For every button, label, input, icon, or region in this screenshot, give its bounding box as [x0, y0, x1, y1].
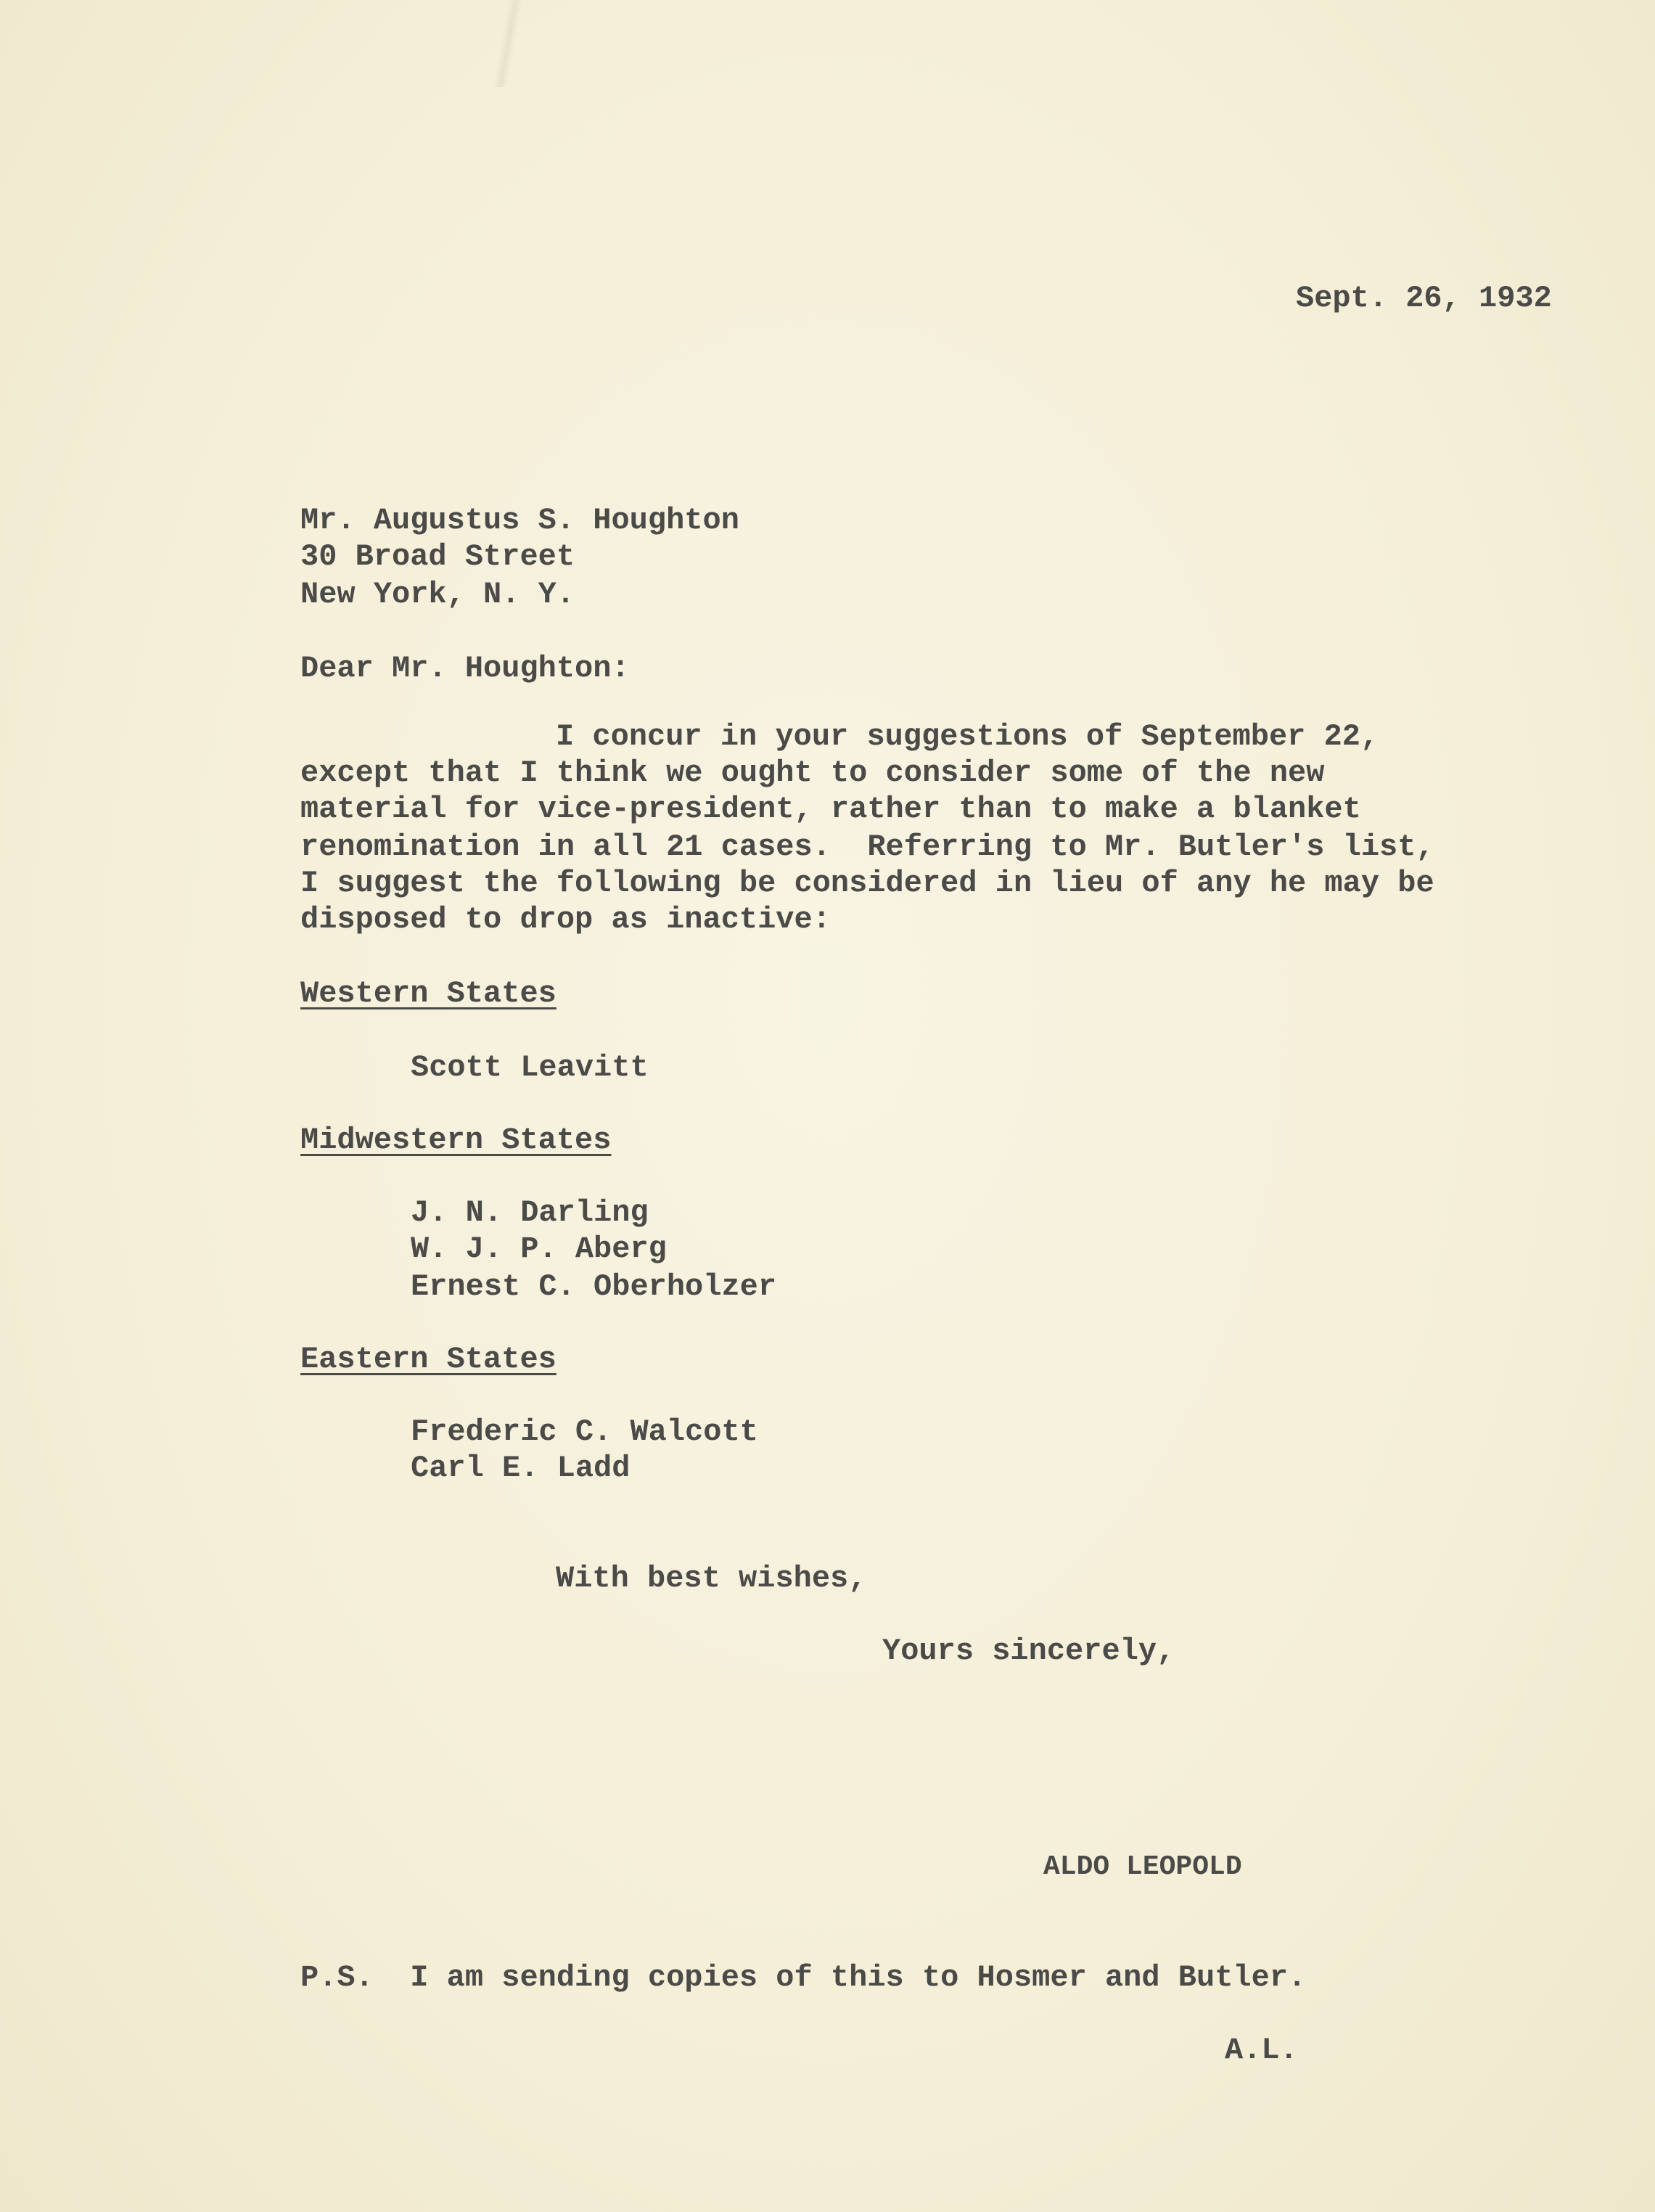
nominee-name: W. J. P. Aberg — [411, 1232, 667, 1266]
nominee-name: Scott Leavitt — [411, 1050, 649, 1085]
body-line: I suggest the following be considered in lieu of any he may be — [300, 866, 1434, 901]
section-heading-eastern: Eastern States — [300, 1342, 557, 1377]
recipient-city: New York, N. Y. — [300, 577, 575, 612]
recipient-name: Mr. Augustus S. Houghton — [300, 503, 739, 538]
body-line: disposed to drop as inactive: — [300, 902, 831, 937]
paper-crease — [479, 0, 537, 87]
nominee-name: Ernest C. Oberholzer — [411, 1269, 777, 1304]
body-line: I concur in your suggestions of September 22, — [556, 719, 1379, 754]
postscript-initials: A.L. — [1225, 2033, 1298, 2068]
letter-date: Sept. 26, 1932 — [1296, 281, 1552, 316]
body-line: renomination in all 21 cases. Referring to Mr. Butler's list, — [300, 830, 1434, 864]
nominee-name: Carl E. Ladd — [411, 1451, 631, 1486]
section-heading-western: Western States — [300, 976, 557, 1011]
closing: Yours sincerely, — [882, 1634, 1175, 1668]
section-heading-midwestern: Midwestern States — [300, 1123, 612, 1158]
salutation: Dear Mr. Houghton: — [300, 651, 630, 686]
signature-block: ALDO LEOPOLD — [1043, 1851, 1242, 1883]
body-line: except that I think we ought to consider some of the new — [300, 755, 1325, 790]
closing-wishes: With best wishes, — [556, 1561, 867, 1596]
recipient-street: 30 Broad Street — [300, 539, 575, 574]
postscript: P.S. I am sending copies of this to Hosmer and Butler. — [300, 1960, 1307, 1995]
nominee-name: J. N. Darling — [411, 1195, 649, 1230]
body-line: material for vice-president, rather than to make a blanket — [300, 792, 1361, 827]
nominee-name: Frederic C. Walcott — [411, 1414, 758, 1449]
